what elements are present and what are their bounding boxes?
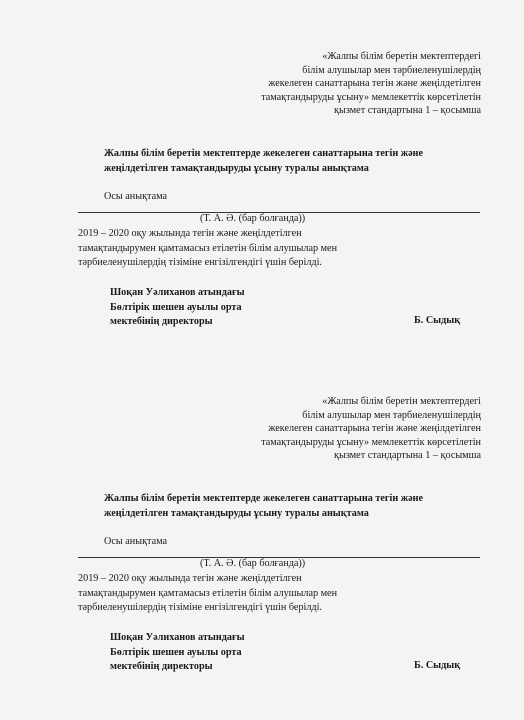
body-line: тамақтандырумен қамтамасыз етілетін білім алушылар мен [78, 587, 338, 599]
document-title [104, 147, 464, 176]
signatory-line: Бөлтірік шешен ауылы орта [110, 646, 242, 658]
title-line: Жалпы білім беретін мектептерде жекелеген санаттарына тегін және [104, 493, 424, 504]
signatory-title [110, 286, 310, 330]
signatory-line: мектебінің директоры [110, 661, 213, 672]
signatory-title [110, 631, 310, 675]
reference-line: тамақтандыруды ұсыну» мемлекеттік көрсетілетін [261, 436, 481, 448]
signatory-line: Шоқан Уәлиханов атындағы [110, 632, 245, 643]
reference-line: жекелеген санаттарына тегін және жеңілдетілген [268, 78, 481, 90]
certificate-copy-1 [0, 0, 524, 350]
signatory-name: Б. Сыдық [414, 315, 461, 326]
body-line: тәрбиеленушілердің тізіміне енгізілгендігі үшін берілді. [78, 257, 322, 268]
fio-caption: (Т. А. Ә. (бар болғанда)) [200, 558, 306, 569]
body-text [78, 572, 478, 616]
reference-line: қызмет стандартына 1 – қосымша [334, 450, 481, 462]
signatory-line: мектебінің директоры [110, 316, 213, 327]
certificate-copy-2 [0, 345, 524, 695]
reference-line: қызмет стандартына 1 – қосымша [334, 105, 481, 117]
fio-caption: (Т. А. Ә. (бар болғанда)) [200, 213, 306, 224]
reference-line: білім алушылар мен тәрбиеленушілердің [302, 64, 481, 76]
body-line: 2019 – 2020 оқу жылында тегін және жеңілдетілген [78, 228, 302, 239]
certificate-label: Осы анықтама [104, 536, 168, 547]
reference-line: жекелеген санаттарына тегін және жеңілдетілген [268, 423, 481, 435]
reference-note [181, 50, 481, 118]
reference-line: білім алушылар мен тәрбиеленушілердің [302, 409, 481, 421]
signatory-line: Шоқан Уәлиханов атындағы [110, 287, 245, 298]
signatory-line: Бөлтірік шешен ауылы орта [110, 301, 242, 313]
body-line: 2019 – 2020 оқу жылында тегін және жеңілдетілген [78, 573, 302, 584]
reference-note [181, 395, 481, 463]
reference-line: тамақтандыруды ұсыну» мемлекеттік көрсетілетін [261, 91, 481, 103]
signatory-name: Б. Сыдық [414, 660, 461, 671]
body-line: тәрбиеленушілердің тізіміне енгізілгендігі үшін берілді. [78, 602, 322, 613]
body-line: тамақтандырумен қамтамасыз етілетін білім алушылар мен [78, 242, 338, 254]
reference-line: «Жалпы білім беретін мектептердегі [322, 51, 481, 62]
document-title [104, 492, 464, 521]
title-line: жеңілдетілген тамақтандыруды ұсыну туралы анықтама [104, 507, 369, 519]
body-text [78, 227, 478, 271]
certificate-label: Осы анықтама [104, 191, 168, 202]
reference-line: «Жалпы білім беретін мектептердегі [322, 396, 481, 407]
title-line: жеңілдетілген тамақтандыруды ұсыну туралы анықтама [104, 162, 369, 174]
title-line: Жалпы білім беретін мектептерде жекелеген санаттарына тегін және [104, 148, 424, 159]
